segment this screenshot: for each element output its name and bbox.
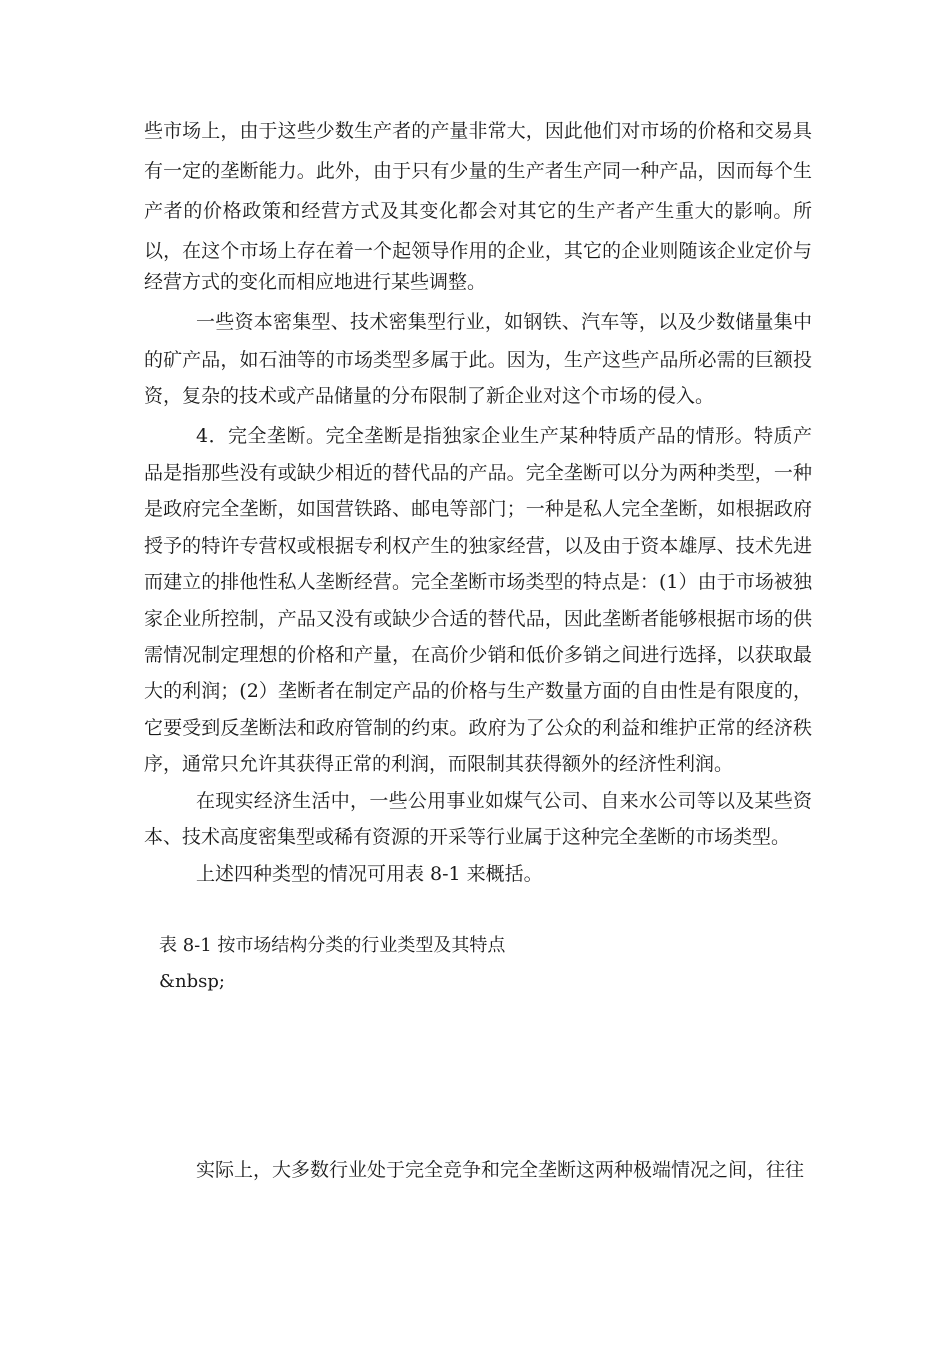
text-line-paragraph-start: 一些资本密集型、技术密集型行业，如钢铁、汽车等，以及少数储量集中 [196, 311, 812, 333]
text-line: 是政府完全垄断，如国营铁路、邮电等部门；一种是私人完全垄断，如根据政府 [144, 498, 812, 520]
nbsp-text: &nbsp; [159, 971, 225, 992]
text-line: 品是指那些没有或缺少相近的替代品的产品。完全垄断可以分为两种类型，一种 [144, 462, 812, 484]
text-line: 的矿产品，如石油等的市场类型多属于此。因为，生产这些产品所必需的巨额投 [144, 349, 812, 371]
text-line: 它要受到反垄断法和政府管制的约束。政府为了公众的利益和维护正常的经济秩 [144, 717, 812, 739]
text-line: 授予的特许专营权或根据专利权产生的独家经营，以及由于资本雄厚、技术先进 [144, 535, 812, 557]
text-line: 有一定的垄断能力。此外，由于只有少量的生产者生产同一种产品，因而每个生 [144, 160, 812, 182]
text-line: 产者的价格政策和经营方式及其变化都会对其它的生产者产生重大的影响。所 [144, 200, 812, 222]
text-line: 需情况制定理想的价格和产量，在高价少销和低价多销之间进行选择，以获取最 [144, 644, 812, 666]
text-line: 些市场上，由于这些少数生产者的产量非常大，因此他们对市场的价格和交易具 [144, 120, 812, 142]
text-line-paragraph-start: 在现实经济生活中，一些公用事业如煤气公司、自来水公司等以及某些资 [196, 790, 812, 812]
text-line-paragraph-start: 4．完全垄断。完全垄断是指独家企业生产某种特质产品的情形。特质产 [196, 425, 812, 447]
text-line-paragraph-start: 实际上，大多数行业处于完全竞争和完全垄断这两种极端情况之间，往往 [196, 1159, 805, 1181]
text-line: 而建立的排他性私人垄断经营。完全垄断市场类型的特点是：(1）由于市场被独 [144, 571, 812, 593]
text-line-paragraph-start: 上述四种类型的情况可用表 8-1 来概括。 [196, 863, 543, 885]
text-line: 以，在这个市场上存在着一个起领导作用的企业，其它的企业则随该企业定价与 [144, 240, 812, 262]
text-line: 家企业所控制，产品又没有或缺少合适的替代品，因此垄断者能够根据市场的供 [144, 608, 812, 630]
table-caption: 表 8-1 按市场结构分类的行业类型及其特点 [159, 935, 506, 956]
text-line: 大的利润；(2）垄断者在制定产品的价格与生产数量方面的自由性是有限度的， [144, 680, 812, 702]
text-line: 资，复杂的技术或产品储量的分布限制了新企业对这个市场的侵入。 [144, 385, 715, 407]
text-line: 序，通常只允许其获得正常的利润，而限制其获得额外的经济性利润。 [144, 753, 734, 775]
text-line: 经营方式的变化而相应地进行某些调整。 [144, 271, 487, 293]
text-line: 本、技术高度密集型或稀有资源的开采等行业属于这种完全垄断的市场类型。 [144, 826, 791, 848]
